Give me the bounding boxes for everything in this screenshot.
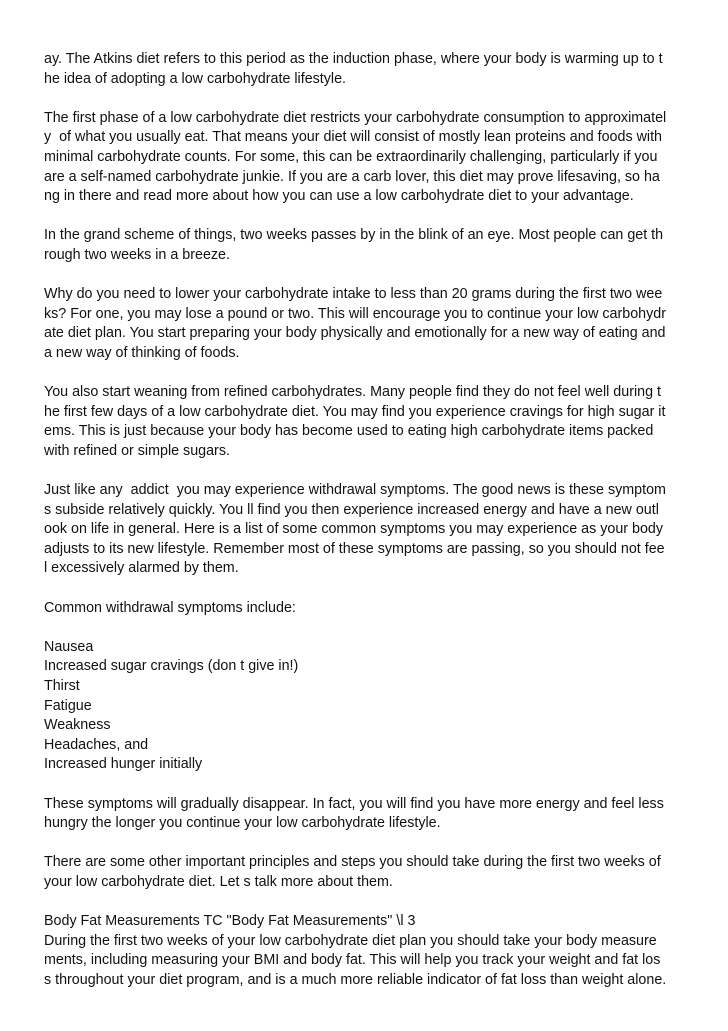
- paragraph: [44, 50, 686, 89]
- paragraph: [44, 109, 686, 207]
- text-line: he idea of adopting a low carbohydrate lifestyle.: [44, 70, 347, 87]
- text-line: In the grand scheme of things, two weeks passes by in the blink of an eye. Most people can get th: [44, 227, 664, 244]
- text-line: Nausea: [44, 638, 94, 655]
- text-line: are a self-named carbohydrate junkie. If you are a carb lover, this diet may prove lifesaving, so ha: [44, 168, 660, 185]
- text-line: Body Fat Measurements TC "Body Fat Measurements" \l 3: [44, 913, 416, 930]
- text-line: rough two weeks in a breeze.: [44, 246, 230, 263]
- paragraph-gap: [44, 579, 686, 599]
- text-line: Why do you need to lower your carbohydrate intake to less than 20 grams during the first two wee: [44, 286, 663, 303]
- text-line: During the first two weeks of your low carbohydrate diet plan you should take your body measure: [44, 932, 657, 949]
- paragraph-gap: [44, 618, 686, 638]
- paragraph-gap: [44, 893, 686, 913]
- text-line: These symptoms will gradually disappear. In fact, you will find you have more energy and feel less: [44, 795, 664, 812]
- paragraph: [44, 599, 686, 619]
- paragraph-gap: [44, 834, 686, 854]
- text-line: s throughout your diet program, and is a much more reliable indicator of fat loss than weight alone.: [44, 971, 667, 988]
- text-line: ate diet plan. You start preparing your body physically and emotionally for a new way of eating and: [44, 325, 666, 342]
- text-line: ng in there and read more about how you can use a low carbohydrate diet to your advantage.: [44, 188, 634, 205]
- paragraph: [44, 795, 686, 834]
- text-line: ay. The Atkins diet refers to this period as the induction phase, where your body is warming up to t: [44, 51, 663, 67]
- text-line: your low carbohydrate diet. Let s talk more about them.: [44, 873, 393, 890]
- paragraph: [44, 285, 686, 363]
- text-line: l excessively alarmed by them.: [44, 560, 239, 577]
- paragraph: [44, 912, 686, 990]
- paragraph-gap: [44, 207, 686, 227]
- text-line: with refined or simple sugars.: [44, 442, 230, 459]
- text-line: hungry the longer you continue your low carbohydrate lifestyle.: [44, 815, 441, 832]
- text-line: minimal carbohydrate counts. For some, this can be extraordinarily challenging, particularly if you: [44, 148, 658, 165]
- text-line: he first few days of a low carbohydrate diet. You may find you experience cravings for high sugar it: [44, 403, 666, 420]
- text-line: y of what you usually eat. That means your diet will consist of mostly lean proteins and foods with: [44, 129, 662, 146]
- text-line: Headaches, and: [44, 736, 149, 753]
- paragraph-gap: [44, 364, 686, 384]
- paragraph-gap: [44, 775, 686, 795]
- paragraph-gap: [44, 89, 686, 109]
- paragraph-gap: [44, 266, 686, 286]
- paragraph: [44, 638, 686, 775]
- paragraph: [44, 226, 686, 265]
- paragraph: [44, 853, 686, 892]
- text-line: ks? For one, you may lose a pound or two. This will encourage you to continue your low carbohydr: [44, 305, 666, 322]
- text-line: a new way of thinking of foods.: [44, 344, 240, 361]
- text-line: adjusts to its new lifestyle. Remember most of these symptoms are passing, so you should not fee: [44, 540, 665, 557]
- document-page: [44, 50, 686, 991]
- text-line: Common withdrawal symptoms include:: [44, 599, 296, 616]
- text-line: The first phase of a low carbohydrate diet restricts your carbohydrate consumption to approximatel: [44, 109, 667, 126]
- text-line: ook on life in general. Here is a list of some common symptoms you may experience as your body: [44, 521, 664, 538]
- text-line: There are some other important principles and steps you should take during the first two weeks of: [44, 854, 661, 871]
- text-line: Weakness: [44, 717, 111, 734]
- paragraph: [44, 481, 686, 579]
- text-line: ems. This is just because your body has become used to eating high carbohydrate items packed: [44, 423, 654, 440]
- text-line: ments, including measuring your BMI and body fat. This will help you track your weight and fat los: [44, 952, 661, 969]
- text-line: You also start weaning from refined carbohydrates. Many people find they do not feel well during t: [44, 384, 661, 401]
- text-line: Just like any addict you may experience withdrawal symptoms. The good news is these symptom: [44, 482, 666, 499]
- text-line: s subside relatively quickly. You ll find you then experience increased energy and have a new outl: [44, 501, 659, 518]
- text-line: Increased sugar cravings (don t give in!): [44, 658, 299, 675]
- text-line: Fatigue: [44, 697, 92, 714]
- text-line: Increased hunger initially: [44, 756, 203, 773]
- text-line: Thirst: [44, 678, 80, 694]
- paragraph: [44, 383, 686, 461]
- paragraph-gap: [44, 461, 686, 481]
